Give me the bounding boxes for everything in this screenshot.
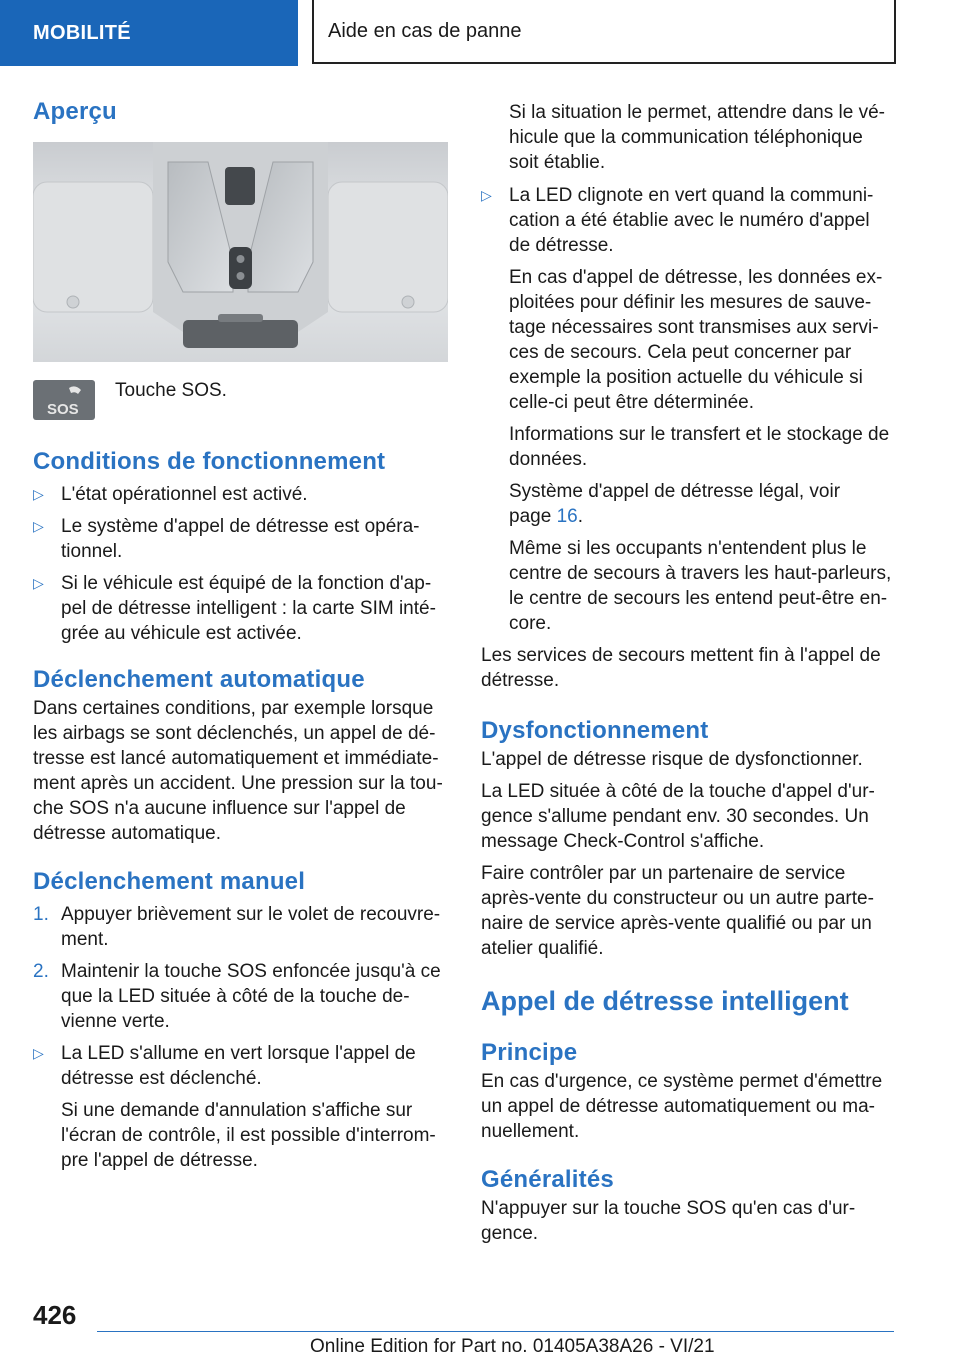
- triangle-bullet-icon: ▷: [481, 187, 492, 203]
- auto-trigger-text: Dans certaines conditions, par exemple lorsque les airbags se sont déclenchés, un appel de dé-tresse est lancé automatiquement et immédiate-ment après un accident. Une pression sur la tou-che SOS n'a aucune influence sur l'appel de détresse automatique.: [33, 698, 443, 844]
- roof-console-photo: [33, 142, 448, 362]
- list-item: ▷ La LED clignote en vert quand la communi-cation a été établie avec le numéro d'appel de détresse.: [481, 185, 874, 256]
- general-text: N'appuyer sur la touche SOS qu'en cas d'ur-gence.: [481, 1198, 856, 1244]
- sos-caption: Touche SOS.: [115, 380, 227, 401]
- step-item: 2. Maintenir la touche SOS enfoncée jusqu'à ce que la LED située à côté de la touche de-vienne verte.: [33, 961, 441, 1032]
- malfunction-heading: Dysfonctionnement: [481, 717, 709, 744]
- info-note: Informations sur le transfert et le stockage de données.: [509, 424, 890, 470]
- triangle-bullet-icon: ▷: [33, 486, 44, 502]
- section-tab: MOBILITÉ: [0, 0, 298, 66]
- intelligent-call-heading: Appel de détresse intelligent: [481, 986, 849, 1016]
- end-call-text: Les services de secours mettent fin à l'appel de détresse.: [481, 645, 881, 691]
- triangle-bullet-icon: ▷: [33, 1045, 44, 1061]
- list-item: ▷ La LED s'allume en vert lorsque l'appel de détresse est déclenché.: [33, 1043, 416, 1089]
- edition-text: Online Edition for Part no. 01405A38A26 - VI/21: [310, 1336, 715, 1357]
- malfunction-text-1: L'appel de détresse risque de dysfonctionner.: [481, 749, 863, 770]
- page-number: 426: [33, 1300, 77, 1330]
- chapter-title: Aide en cas de panne: [312, 0, 896, 64]
- sos-key-row: [33, 380, 448, 420]
- led-cancel-note: Si une demande d'annulation s'affiche sur l'écran de contrôle, il est possible d'interrom-pre l'appel de détresse.: [61, 1100, 436, 1171]
- roof-console-illustration: [33, 142, 448, 362]
- step-item: 1. Appuyer brièvement sur le volet de recouvre-ment.: [33, 904, 441, 950]
- triangle-bullet-icon: ▷: [33, 575, 44, 591]
- list-item: ▷ Le système d'appel de détresse est opéra-tionnel.: [33, 516, 420, 562]
- principle-text: En cas d'urgence, ce système permet d'émettre un appel de détresse automatiquement ou ma-nuellement.: [481, 1071, 883, 1142]
- list-item: ▷ L'état opérationnel est activé.: [33, 484, 308, 505]
- malfunction-text-2: La LED située à côté de la touche d'appel d'ur-gence s'allume pendant env. 30 secondes. Un message Check-Control s'affiche.: [481, 781, 875, 852]
- overview-heading: Aperçu: [33, 98, 117, 125]
- legal-note: Système d'appel de détresse légal, voir page 16.: [509, 481, 841, 527]
- triangle-bullet-icon: ▷: [33, 518, 44, 534]
- general-heading: Généralités: [481, 1166, 614, 1193]
- hearing-note: Même si les occupants n'entendent plus le centre de secours à travers les haut-parleurs, le centre de secours les entend peut-être en-core.: [509, 538, 892, 634]
- page-header: [0, 0, 960, 66]
- list-item: ▷ Si le véhicule est équipé de la fonction d'ap-pel de détresse intelligent : la carte SIM inté-grée au véhicule est activée.: [33, 573, 436, 644]
- page-link[interactable]: 16: [556, 506, 578, 527]
- svg-text:SOS: SOS: [47, 401, 79, 418]
- auto-trigger-heading: Déclenchement automatique: [33, 666, 365, 693]
- left-column: [33, 96, 448, 1173]
- data-transfer-note: En cas d'appel de détresse, les données ex-ploitées pour définir les mesures de sauve-tage nécessaires sont transmises aux servi-ces de secours. Cela peut concerner par exemple la position actuelle du véhicule si celle-ci peut être déterminée.: [509, 267, 883, 413]
- footer-divider: [97, 1331, 894, 1332]
- principle-heading: Principe: [481, 1039, 578, 1066]
- sos-phone-icon: [33, 380, 95, 420]
- wait-note: Si la situation le permet, attendre dans le vé-hicule que la communication téléphonique soit établie.: [509, 102, 885, 173]
- malfunction-text-3: Faire contrôler par un partenaire de service après-vente du constructeur ou un autre parte-naire de service après-vente qualifié ou par un atelier qualifié.: [481, 863, 874, 959]
- conditions-heading: Conditions de fonctionnement: [33, 448, 386, 475]
- manual-trigger-heading: Déclenchement manuel: [33, 868, 306, 895]
- right-column: [481, 100, 896, 1246]
